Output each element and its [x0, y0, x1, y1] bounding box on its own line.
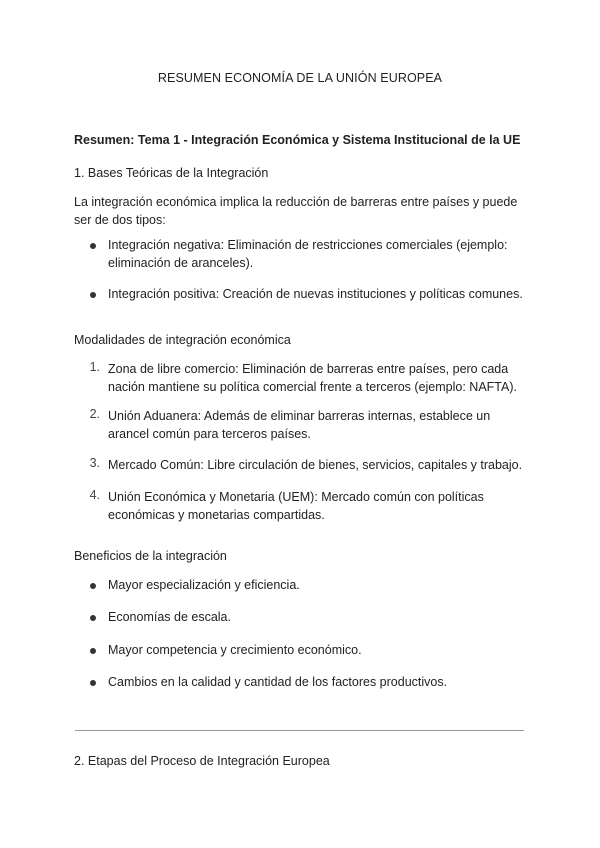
list-item-benefit: Mayor especialización y eficiencia.: [108, 578, 300, 592]
horizontal-divider: [75, 730, 524, 731]
list-item-benefit: Mayor competencia y crecimiento económico.: [108, 643, 362, 657]
benefits-heading: Beneficios de la integración: [74, 549, 227, 563]
list-number: 2.: [89, 407, 100, 421]
list-item-benefit: Economías de escala.: [108, 610, 231, 624]
bullet-icon: [90, 680, 96, 686]
bullet-icon: [90, 583, 96, 589]
document-title: RESUMEN ECONOMÍA DE LA UNIÓN EUROPEA: [157, 71, 443, 85]
list-item-positive-integration: Integración positiva: Creación de nuevas instituciones y políticas comunes.: [108, 287, 523, 301]
modalities-heading: Modalidades de integración económica: [74, 333, 291, 347]
list-item-benefit: Cambios en la calidad y cantidad de los factores productivos.: [108, 675, 448, 689]
bullet-icon: [90, 615, 96, 621]
list-item-common-market: Mercado Común: Libre circulación de bienes, servicios, capitales y trabajo.: [108, 458, 523, 472]
list-number: 4.: [89, 488, 100, 502]
list-item-free-trade-zone: Zona de libre comercio: Eliminación de barreras entre países, pero cada nación mantiene su política comercial frente a terceros (ejemplo: NAFTA).: [108, 362, 517, 394]
section-1-heading: 1. Bases Teóricas de la Integración: [74, 166, 269, 180]
summary-heading: Resumen: Tema 1 - Integración Económica y Sistema Institucional de la UE: [74, 133, 521, 147]
list-number: 1.: [89, 360, 100, 374]
bullet-icon: [90, 292, 96, 298]
list-number: 3.: [89, 456, 100, 470]
bullet-icon: [90, 648, 96, 654]
section-2-heading: 2. Etapas del Proceso de Integración Europea: [74, 754, 330, 768]
list-item-negative-integration: Integración negativa: Eliminación de restricciones comerciales (ejemplo: eliminación de aranceles).: [108, 238, 508, 270]
bullet-icon: [90, 243, 96, 249]
list-item-emu: Unión Económica y Monetaria (UEM): Mercado común con políticas económicas y monetarias compartidas.: [108, 490, 484, 522]
section-1-intro: La integración económica implica la reducción de barreras entre países y puede ser de dos tipos:: [74, 195, 518, 227]
list-item-customs-union: Unión Aduanera: Además de eliminar barreras internas, establece un arancel común para terceros países.: [108, 409, 491, 441]
